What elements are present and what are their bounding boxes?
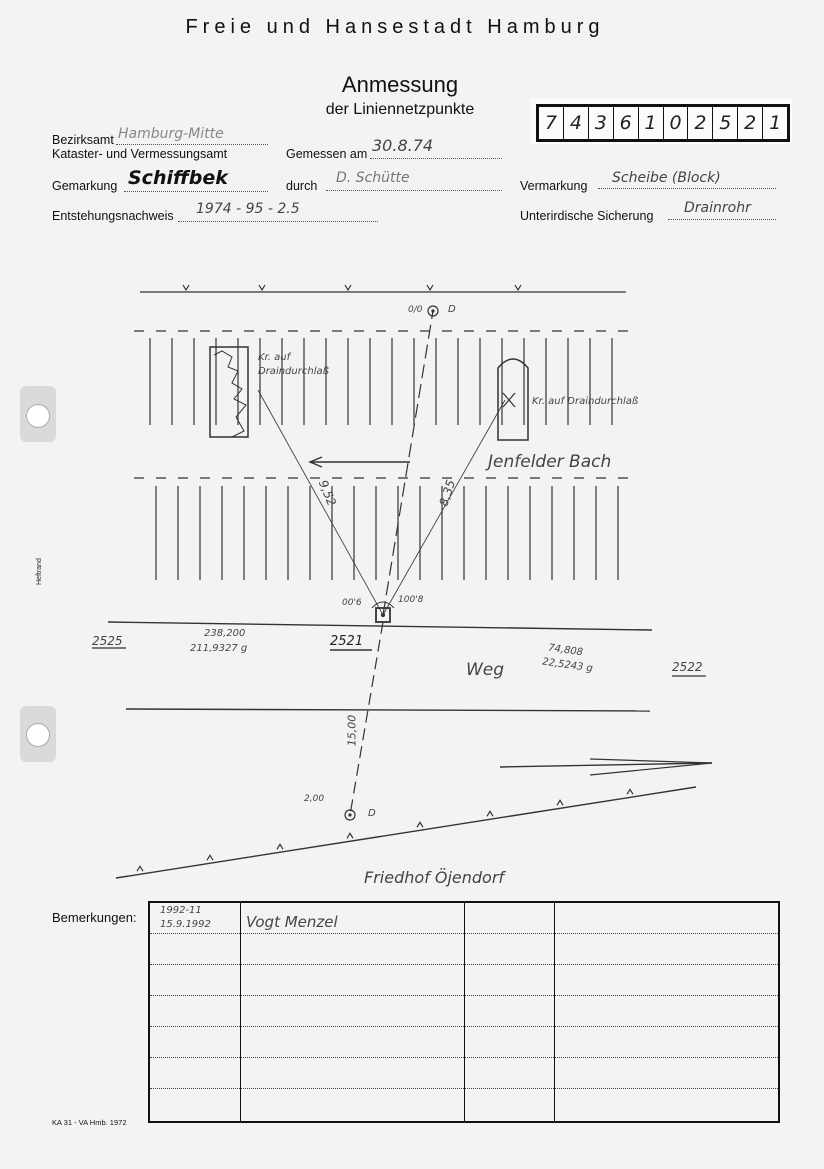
- point-number-digit: 6: [614, 107, 639, 139]
- entstehung-value: 1974 - 95 - 2.5: [196, 201, 300, 217]
- point-2522-label: 2522: [672, 660, 703, 674]
- document-title: Anmessung: [341, 72, 459, 97]
- fence-tick: [259, 285, 265, 290]
- cemetery-tick: [347, 833, 353, 838]
- angle-left: 00'6: [342, 598, 362, 608]
- ray-right: [383, 400, 505, 615]
- note-left-line2: Draindurchlaß: [258, 366, 329, 377]
- cemetery-fence: [116, 787, 696, 878]
- vermarkung-label: Vermarkung: [520, 179, 588, 193]
- point-number-digit: 7: [539, 107, 564, 139]
- kataster-label: Kataster- und Vermessungsamt: [52, 147, 228, 161]
- flow-arrow-right-head: [590, 759, 712, 775]
- remarks-label: Bemerkungen:: [52, 910, 137, 925]
- remarks-entry: Vogt Menzel: [246, 913, 338, 931]
- road-edge-top: [108, 622, 652, 630]
- durch-value: D. Schütte: [336, 170, 410, 186]
- margin-label: Heftrand: [36, 558, 43, 585]
- unterirdisch-value: Drainrohr: [684, 200, 751, 216]
- cemetery-tick: [487, 811, 493, 816]
- point-2525-label: 2525: [92, 634, 123, 648]
- distance-down: 15,00: [345, 714, 359, 747]
- remarks-date-1: 1992-11: [160, 905, 202, 916]
- gemessen-value: 30.8.74: [372, 136, 434, 155]
- cemetery-tick: [417, 822, 423, 827]
- point-number-digit: 0: [664, 107, 689, 139]
- coords-left-1: 238,200: [204, 628, 246, 639]
- angle-right: 100'8: [398, 595, 424, 605]
- cemetery-ticks: [137, 789, 633, 871]
- durch-label: durch: [286, 179, 318, 193]
- cemetery-tick: [137, 866, 143, 871]
- distance-right: 8,35: [436, 478, 459, 508]
- form-code: KA 31 - VA Hmb. 1972: [52, 1118, 127, 1127]
- gemessen-label: Gemessen am: [286, 147, 368, 161]
- top-marker-dot: [432, 310, 434, 312]
- point-number-digit: 4: [564, 107, 589, 139]
- remarks-row-line: [150, 933, 778, 934]
- fence-ticks: [183, 285, 521, 290]
- note-right: Kr. auf Draindurchlaß: [532, 396, 639, 407]
- point-number-digit: 1: [639, 107, 664, 139]
- point-2521-arc: [372, 602, 394, 608]
- remarks-row-line: [150, 964, 778, 965]
- city-title: Freie und Hansestadt Hamburg: [185, 16, 605, 38]
- point-number-digit: 5: [713, 107, 738, 139]
- bezirksamt-value: Hamburg-Mitte: [118, 126, 224, 142]
- entstehung-label: Entstehungsnachweis: [52, 209, 174, 223]
- remarks-table: [148, 901, 780, 1123]
- top-marker-letter: D: [448, 304, 456, 315]
- remarks-row-line: [150, 1057, 778, 1058]
- top-marker-label: 0/0: [408, 305, 423, 315]
- remarks-row-line: [150, 1026, 778, 1027]
- remarks-row-line: [150, 1088, 778, 1089]
- coords-right-1: 74,808: [547, 642, 584, 659]
- point-number-digit: 3: [589, 107, 614, 139]
- gemarkung-value: Schiffbek: [128, 167, 228, 189]
- vermarkung-value: Scheibe (Block): [612, 170, 721, 186]
- bottom-marker-letter: D: [368, 808, 376, 819]
- creek-label: Jenfelder Bach: [488, 452, 612, 472]
- cemetery-tick: [277, 844, 283, 849]
- note-left-line1: Kr. auf: [258, 352, 291, 363]
- bottom-marker-dot: [349, 814, 351, 816]
- fence-tick: [183, 285, 189, 290]
- point-number-digit: 2: [688, 107, 713, 139]
- left-culvert-stones: [214, 351, 246, 437]
- coords-right-2: 22,5243 g: [541, 656, 594, 675]
- cemetery-label: Friedhof Öjendorf: [364, 868, 505, 887]
- ray-top: [383, 311, 433, 615]
- point-2521-label: 2521: [330, 634, 364, 649]
- bottom-marker-label: 2,00: [304, 794, 325, 804]
- fence-tick: [427, 285, 433, 290]
- bezirksamt-label: Bezirksamt: [52, 133, 114, 147]
- cemetery-tick: [627, 789, 633, 794]
- point-number-digit: 1: [769, 112, 782, 134]
- point-number-digit: 2: [738, 107, 763, 139]
- distance-left: 9,52: [315, 477, 339, 509]
- gemarkung-label: Gemarkung: [52, 179, 118, 193]
- document-subtitle: der Liniennetzpunkte: [325, 101, 475, 118]
- unterirdisch-label: Unterirdische Sicherung: [520, 209, 654, 223]
- fence-tick: [515, 285, 521, 290]
- point-2521-dot: [382, 614, 385, 617]
- fence-tick: [345, 285, 351, 290]
- coords-left-2: 211,9327 g: [190, 643, 248, 654]
- cemetery-tick: [557, 800, 563, 805]
- cemetery-tick: [207, 855, 213, 860]
- remarks-date-2: 15.9.1992: [160, 919, 211, 930]
- remarks-row-line: [150, 995, 778, 996]
- road-label: Weg: [466, 660, 505, 680]
- road-edge-bottom: [126, 709, 650, 711]
- ray-left: [258, 390, 383, 615]
